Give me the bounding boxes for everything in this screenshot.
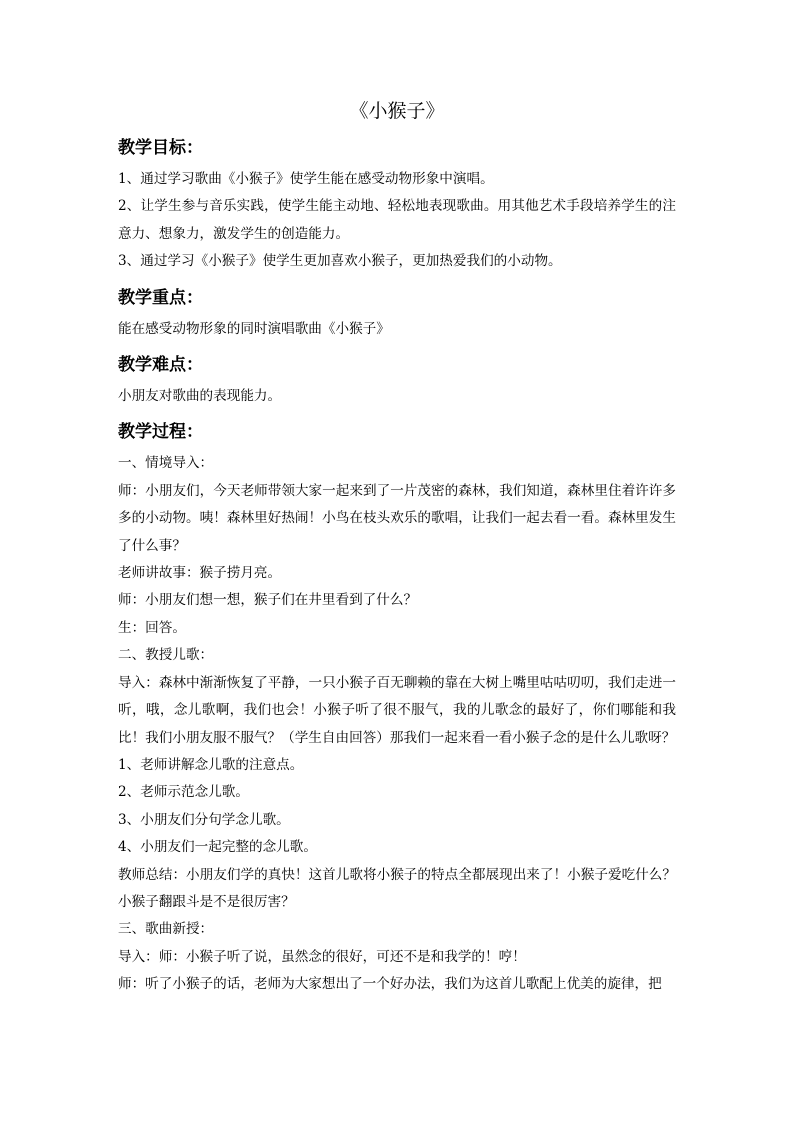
process-item: 二、教授儿歌： <box>118 647 214 664</box>
process-item: 教师总结：小朋友们学的真快！这首儿歌将小猴子的特点全都展现出来了！小猴子爱吃什么？小猴子翻跟斗是不是很厉害？ <box>118 866 676 910</box>
key-point-item: 能在感受动物形象的同时演唱歌曲《小猴子》 <box>118 320 390 337</box>
section-heading-difficulties: 教学难点： <box>118 355 203 376</box>
section-heading-process: 教学过程： <box>118 422 203 443</box>
process-item: 导入：森林中渐渐恢复了平静，一只小猴子百无聊赖的靠在大树上嘴里咕咕叨叨，我们走进一听，哦，念儿歌啊，我们也会！小猴子听了很不服气，我的儿歌念的最好了，你们哪能和我比！我们小朋友服不服气？（学生自由回答）那我们一起来看一看小猴子念的是什么儿歌呀？ <box>118 674 676 746</box>
process-item: 3、小朋友们分句学念儿歌。 <box>118 811 290 828</box>
process-item: 1、老师讲解念儿歌的注意点。 <box>118 756 304 773</box>
section-process <box>118 418 676 998</box>
process-item: 2、老师示范念儿歌。 <box>118 784 249 801</box>
process-item: 导入：师：小猴子听了说，虽然念的很好，可还不是和我学的！哼！ <box>118 948 526 965</box>
process-item: 三、歌曲新授： <box>118 921 214 938</box>
difficulty-item: 小朋友对歌曲的表现能力。 <box>118 388 282 405</box>
process-item: 一、情境导入： <box>118 455 214 472</box>
section-key-points <box>118 284 676 343</box>
document-title: 《小猴子》 <box>349 100 445 122</box>
goal-item: 2、让学生参与音乐实践，使学生能主动地、轻松地表现歌曲。用其他艺术手段培养学生的注意力、想象力，激发学生的创造能力。 <box>118 198 676 242</box>
process-item: 师：小朋友们，今天老师带领大家一起来到了一片茂密的森林，我们知道，森林里住着许许多多的小动物。咦！森林里好热闹！小鸟在枝头欢乐的歌唱，让我们一起去看一看。森林里发生了什么事？ <box>118 482 676 554</box>
process-item: 师：听了小猴子的话，老师为大家想出了一个好办法，我们为这首儿歌配上优美的旋律，把 <box>118 976 662 993</box>
process-item: 生：回答。 <box>118 619 186 636</box>
goal-item: 3、通过学习《小猴子》使学生更加喜欢小猴子，更加热爱我们的小动物。 <box>118 253 562 270</box>
process-item: 师：小朋友们想一想，猴子们在井里看到了什么？ <box>118 592 418 609</box>
section-goals <box>118 134 676 276</box>
section-heading-key-points: 教学重点： <box>118 287 203 308</box>
section-heading-goals: 教学目标： <box>118 138 203 158</box>
section-difficulties <box>118 351 676 410</box>
process-item: 老师讲故事：猴子捞月亮。 <box>118 565 282 582</box>
document-page <box>118 96 676 999</box>
goal-item: 1、通过学习歌曲《小猴子》使学生能在感受动物形象中演唱。 <box>118 171 494 187</box>
process-item: 4、小朋友们一起完整的念儿歌。 <box>118 839 317 856</box>
